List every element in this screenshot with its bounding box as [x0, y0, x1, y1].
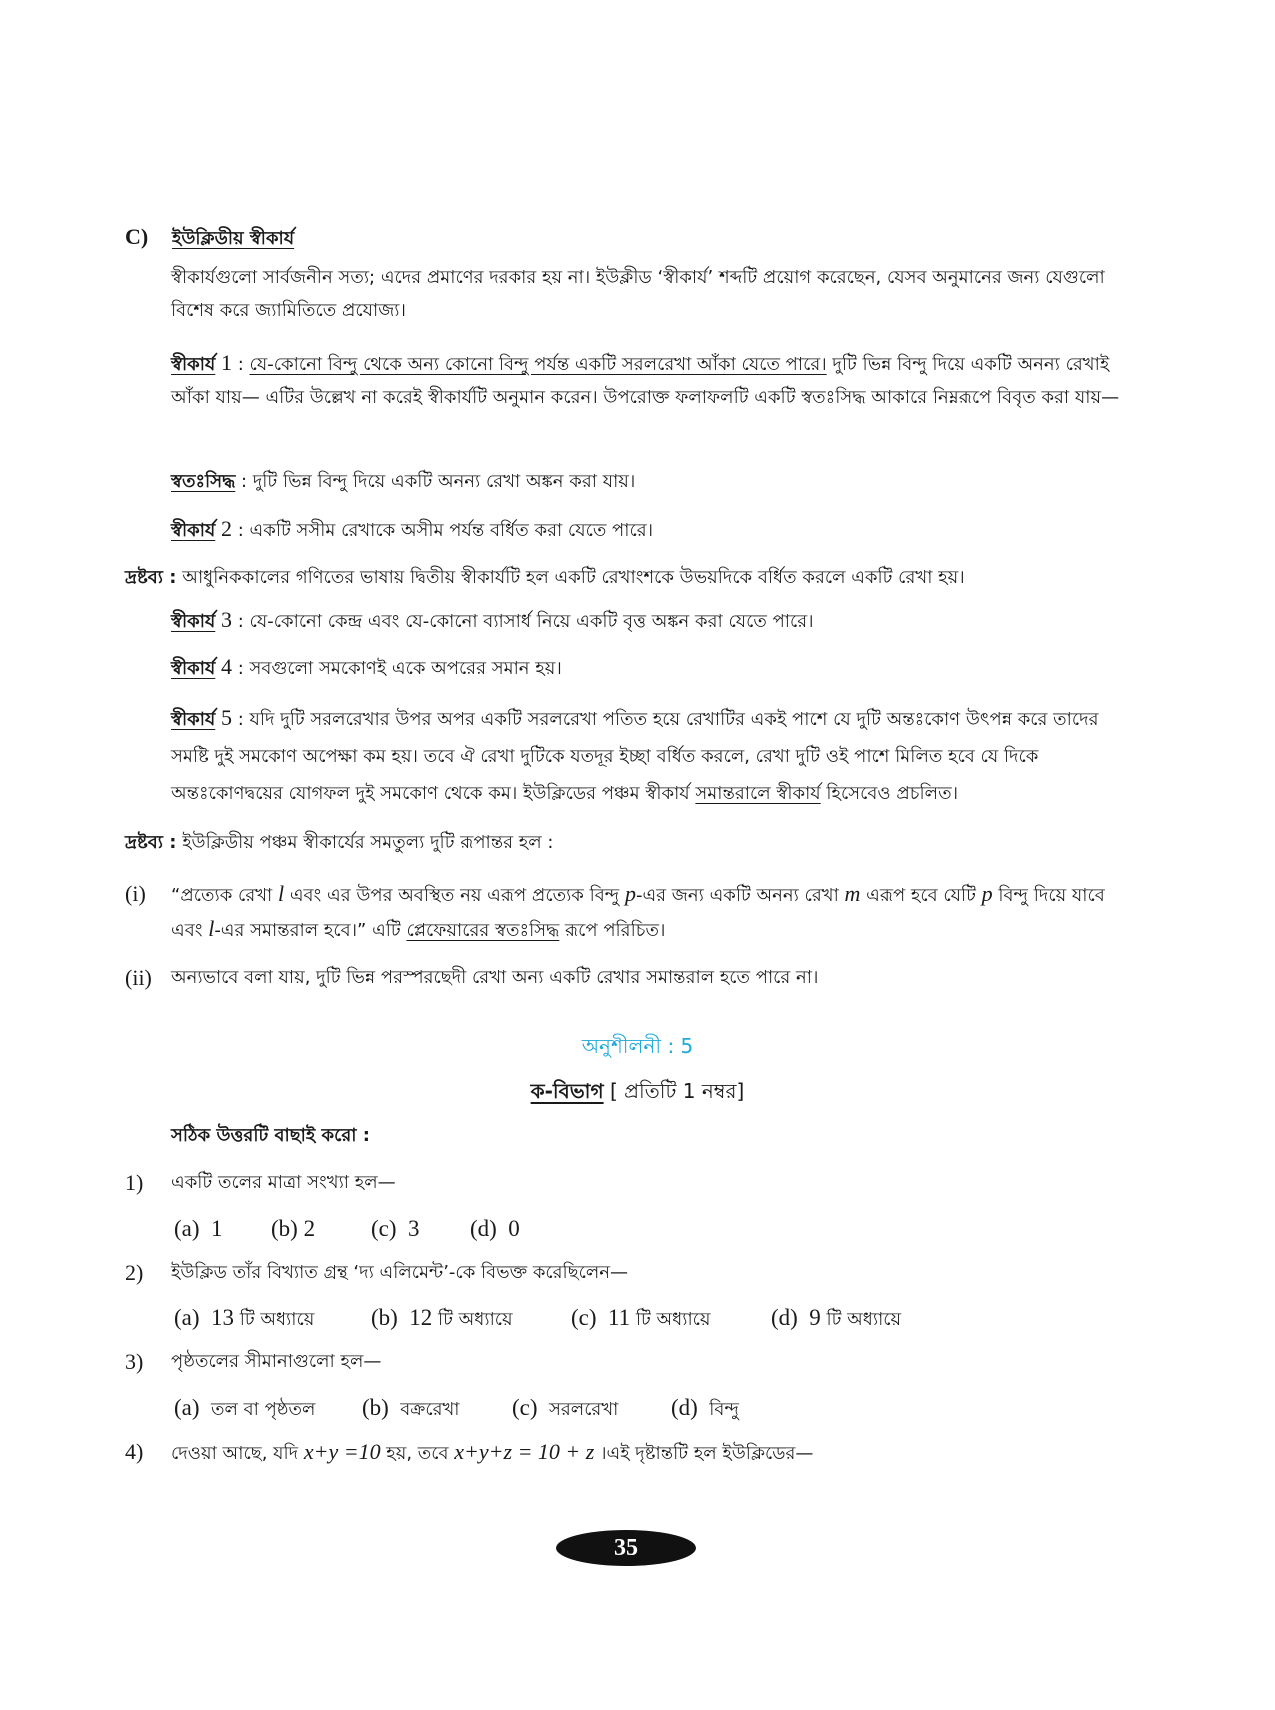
math-var: l — [278, 881, 285, 906]
item-i-text: বিন্দু দিয়ে যাবে এবং — [171, 885, 1105, 941]
note-label: দ্রষ্টব্য : — [125, 567, 177, 588]
list-marker: (i) — [125, 881, 146, 906]
option-value: তল বা পৃষ্ঠতল — [210, 1399, 316, 1420]
note-2-text: ইউক্লিডীয় পঞ্চম স্বীকার্যের সমতুল্য দুটি রূপান্তর হল : — [176, 832, 554, 853]
option — [371, 1303, 513, 1335]
option-value: সরলরেখা — [548, 1399, 619, 1420]
option-value: বিন্দু — [709, 1399, 739, 1420]
question-text — [171, 1256, 628, 1289]
postulate-3 — [171, 603, 1131, 638]
item-i-text: -এর জন্য একটি অনন্য রেখা — [635, 885, 845, 906]
question-number-text: 2) — [125, 1260, 144, 1285]
option-letter: (d) — [470, 1216, 497, 1241]
option-value: টি অধ্যায়ে — [630, 1309, 711, 1330]
option-letter: (b) — [271, 1216, 298, 1241]
option-letter: (a) — [174, 1395, 200, 1420]
note-label: দ্রষ্টব্য : — [125, 832, 177, 853]
axiom-text: : দুটি ভিন্ন বিন্দু দিয়ে একটি অনন্য রেখা অঙ্কন করা যায়। — [235, 471, 636, 492]
question-number — [125, 1256, 143, 1291]
option-value: বক্ররেখা — [400, 1399, 460, 1420]
postulate-number: 3 — [221, 607, 233, 632]
intro-paragraph — [171, 261, 1131, 327]
section-title: ইউক্লিডীয় স্বীকার্য — [171, 228, 295, 249]
question-number-text: 1) — [125, 1170, 144, 1195]
option-letter: (a) — [174, 1216, 200, 1241]
postulate-2-text: : একটি সসীম রেখাকে অসীম পর্যন্ত বর্ধিত করা যেতে পারে। — [232, 520, 654, 541]
option-value: 2 — [303, 1216, 316, 1241]
item-i — [171, 877, 1131, 947]
option — [470, 1214, 520, 1246]
option-value: 0 — [508, 1216, 520, 1241]
option-letter: (c) — [371, 1216, 397, 1241]
postulate-number: 1 — [221, 350, 233, 375]
postulate-5-tail: হিসেবেও প্রচলিত। — [820, 783, 959, 804]
option — [771, 1303, 901, 1335]
postulate-5-text: : যদি দুটি সরলরেখার উপর অপর একটি সরলরেখা পতিত হয়ে রেখাটির একই পাশে যে দুটি অন্তঃকোণ উৎপন্ন করে তাদের সমষ্টি দুই সমকোণ অপেক্ষা কম হয়। তবে ঐ রেখা দুটিকে যতদূর ইচ্ছা বর্ধিত করলে, রেখা দুটি ওই পাশে মিলিত হবে যে দিকে অন্তঃকোণদ্বয়ের যোগফল দুই সমকোণ থেকে কম। ইউক্লিডের পঞ্চম স্বীকার্য — [171, 709, 1099, 804]
item-i-text: “প্রত্যেক রেখা — [171, 885, 278, 906]
postulate-label: স্বীকার্য — [171, 520, 216, 541]
question-3-text: পৃষ্ঠতলের সীমানাগুলো হল— — [171, 1351, 382, 1372]
page-number: 35 — [614, 1535, 638, 1561]
section-label: ক-বিভাগ — [530, 1079, 604, 1103]
postulate-label: স্বীকার্য — [171, 709, 216, 730]
question-4-text: হয়, তবে — [380, 1443, 455, 1464]
postulate-3-text: : যে-কোনো কেন্দ্র এবং যে-কোনো ব্যাসার্ধ নিয়ে একটি বৃত্ত অঙ্কন করা যেতে পারে। — [232, 611, 814, 632]
item-ii-text: অন্যভাবে বলা যায়, দুটি ভিন্ন পরস্পরছেদী রেখা অন্য একটি রেখার সমান্তরাল হতে পারে না। — [171, 967, 819, 988]
marks-note: [ প্রতিটি 1 নম্বর] — [603, 1079, 745, 1103]
question-text — [171, 1435, 1131, 1470]
item-ii-marker — [125, 961, 152, 996]
postulate-label: স্বীকার্য — [171, 658, 216, 679]
option — [371, 1214, 419, 1246]
math-var: m — [844, 881, 861, 906]
option-letter: (b) — [371, 1305, 398, 1330]
postulate-label: স্বীকার্য — [171, 354, 216, 375]
math-var: l — [208, 916, 215, 941]
option-letter: (c) — [571, 1305, 597, 1330]
option-number: 13 — [210, 1305, 234, 1330]
question-1-text: একটি তলের মাত্রা সংখ্যা হল— — [171, 1172, 396, 1193]
item-i-text: এবং এর উপর অবস্থিত নয় এরূপ প্রত্যেক বিন্দু — [284, 885, 625, 906]
parallel-postulate-term: সমান্তরালে স্বীকার্য — [695, 783, 821, 804]
item-i-text: এরূপ হবে যেটি — [860, 885, 982, 906]
postulate-number: 2 — [221, 516, 233, 541]
option-value: টি অধ্যায়ে — [233, 1309, 315, 1330]
axiom-label: স্বতঃসিদ্ধ — [171, 471, 236, 492]
postulate-1: স্বীকার্য 1 : যে-কোনো বিন্দু থেকে অন্য কোনো বিন্দু পর্যন্ত একটি সরলরেখা আঁকা যেতে পারে। দুটি ভিন্ন বিন্দু দিয়ে একটি অনন্য রেখাই আঁকা যায়— এটির উল্লেখ না করেই স্বীকার্যটি অনুমান করেন। উপরোক্ত ফলাফলটি একটি স্বতঃসিদ্ধ আকারে নিম্নরূপে বিবৃত করা যায়— — [171, 350, 1120, 408]
exercise-title — [0, 1030, 1275, 1063]
option-value: 1 — [210, 1216, 223, 1241]
question-4-text: দেওয়া আছে, যদি — [171, 1443, 304, 1464]
math-expression: x+y =10 — [303, 1439, 381, 1464]
item-i-text: -এর সমান্তরাল হবে।” এটি — [214, 920, 407, 941]
option — [174, 1214, 222, 1246]
math-expression: x+y+z = 10 + z — [454, 1439, 595, 1464]
item-ii — [171, 961, 1131, 994]
question-number-text: 3) — [125, 1349, 144, 1374]
exercise-section — [0, 1075, 1275, 1108]
postulate-label: স্বীকার্য — [171, 611, 216, 632]
page-number-badge — [556, 1530, 696, 1566]
section-c-heading — [125, 220, 294, 255]
math-var: p — [981, 881, 993, 906]
postulate-number: 4 — [221, 654, 233, 679]
postulate-4 — [171, 650, 1131, 685]
exercise-title-text: অনুশীলনী : 5 — [581, 1034, 694, 1058]
playfair-axiom-term: প্লেফেয়ারের স্বতঃসিদ্ধ — [406, 920, 560, 941]
option — [174, 1303, 314, 1335]
instruction — [171, 1119, 370, 1152]
intro-text: স্বীকার্যগুলো সার্বজনীন সত্য; এদের প্রমাণের দরকার হয় না। ইউক্লীড ‘স্বীকার্য’ শব্দটি প্রয়োগ করেছেন, যেসব অনুমানের জন্য যেগুলো বিশেষ করে জ্যামিতিতে প্রযোজ্য। — [171, 267, 1105, 321]
question-4-text: ।এই দৃষ্টান্তটি হল ইউক্লিডের— — [594, 1443, 814, 1464]
option-value: টি অধ্যায়ে — [820, 1309, 902, 1330]
question-number — [125, 1435, 143, 1470]
question-2-text: ইউক্লিড তাঁর বিখ্যাত গ্রন্থ ‘দ্য এলিমেন্ট’-কে বিভক্ত করেছিলেন— — [171, 1262, 628, 1283]
note-1 — [125, 561, 1145, 594]
instruction-text: সঠিক উত্তরটি বাছাই করো : — [171, 1125, 370, 1146]
item-i-text: রূপে পরিচিত। — [559, 920, 666, 941]
option-letter: (d) — [671, 1395, 698, 1420]
postulate-number: 5 — [221, 705, 233, 730]
option-letter: (b) — [362, 1395, 389, 1420]
note-1-text: আধুনিককালের গণিতের ভাষায় দ্বিতীয় স্বীকার্যটি হল একটি রেখাংশকে উভয়দিকে বর্ধিত করলে একটি রেখা হয়। — [176, 567, 965, 588]
postulate-2 — [171, 512, 1131, 547]
option — [671, 1393, 739, 1425]
option — [512, 1393, 618, 1425]
postulate-1-explanation: দুটি ভিন্ন বিন্দু দিয়ে একটি অনন্য রেখাই আঁকা যায়— এটির উল্লেখ না করেই স্বীকার্যটি অনুমান করেন। উপরোক্ত ফলাফলটি একটি স্বতঃসিদ্ধ আকারে নিম্নরূপে বিবৃত করা যায়— — [171, 354, 1120, 408]
option-letter: (a) — [174, 1305, 200, 1330]
note-2 — [125, 826, 1145, 859]
option-number: 9 — [809, 1305, 821, 1330]
option-letter: (d) — [771, 1305, 798, 1330]
postulate-5 — [171, 699, 1131, 812]
option — [174, 1393, 315, 1425]
axiom — [171, 465, 1131, 498]
option-value: টি অধ্যায়ে — [432, 1309, 513, 1330]
item-i-marker — [125, 877, 146, 912]
postulate-1-statement: যে-কোনো বিন্দু থেকে অন্য কোনো বিন্দু পর্যন্ত একটি সরলরেখা আঁকা যেতে পারে। — [249, 354, 827, 375]
option — [571, 1303, 711, 1335]
question-text — [171, 1345, 381, 1378]
option-number: 12 — [409, 1305, 433, 1330]
math-var: p — [624, 881, 636, 906]
question-number — [125, 1166, 143, 1201]
option-value: 3 — [407, 1216, 420, 1241]
option — [362, 1393, 460, 1425]
section-marker: C) — [125, 224, 149, 249]
option-number: 11 — [607, 1305, 631, 1330]
question-number — [125, 1345, 143, 1380]
list-marker: (ii) — [125, 965, 152, 990]
postulate-4-text: : সবগুলো সমকোণই একে অপরের সমান হয়। — [232, 658, 562, 679]
question-text — [171, 1166, 396, 1199]
option — [271, 1214, 315, 1246]
question-number-text: 4) — [125, 1439, 144, 1464]
option-letter: (c) — [512, 1395, 538, 1420]
